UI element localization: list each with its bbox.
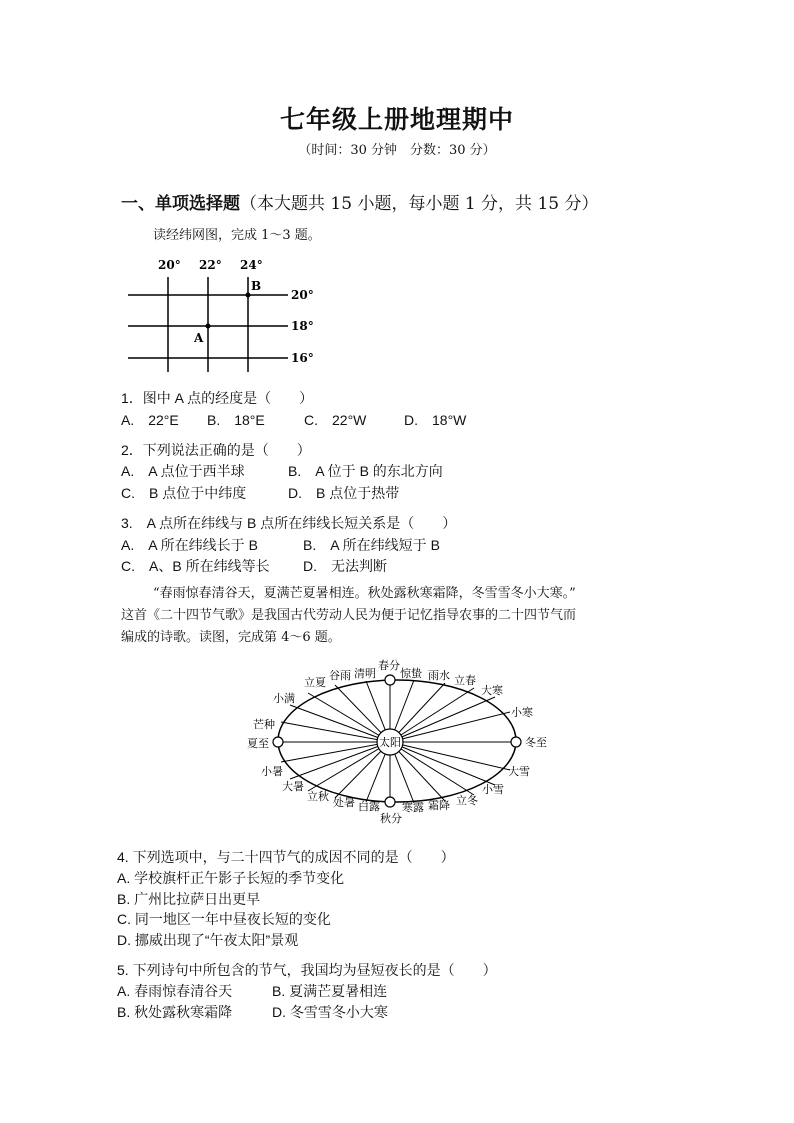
q4-option-a: A. 学校旗杆正午影子长短的季节变化 [117, 870, 345, 886]
q4-option-d: D. 挪威出现了“午夜太阳”景观 [117, 932, 299, 948]
earth-position-spring-equinox [385, 675, 395, 685]
intro-1-3: 读经纬网图，完成 1～3 题。 [153, 228, 321, 243]
question-1-stem: 1．图中 A 点的经度是（ ） [121, 390, 314, 406]
q3-option-b: B. A 所在纬线短于 B [303, 537, 440, 553]
q2-option-b: B. A 位于 B 的东北方向 [288, 463, 443, 479]
passage-line-3: 编成的诗歌。读图，完成第 4～6 题。 [121, 630, 341, 645]
sun-label: 太阳 [379, 736, 401, 749]
q1-option-b: B. 18°E [207, 412, 265, 428]
longitude-label: 20° [158, 258, 181, 272]
term-label-lichun: 立春 [454, 674, 476, 687]
term-label-qingming: 清明 [354, 667, 376, 680]
term-label-dahan: 大寒 [481, 684, 503, 697]
q1-option-a: A. 22°E [121, 412, 179, 428]
solar-terms-orbit-figure [240, 652, 560, 832]
term-label-chunfen: 春分 [378, 659, 400, 672]
q2-option-c: C. B 点位于中纬度 [121, 485, 247, 501]
page-title: 七年级上册地理期中 [279, 105, 514, 134]
term-label-shuangjiang: 霜降 [428, 799, 450, 812]
latitude-label: 18° [291, 319, 314, 333]
term-label-chushu: 处暑 [333, 796, 355, 809]
earth-position-summer-solstice [273, 737, 283, 747]
term-label-mangzhong: 芒种 [253, 718, 275, 731]
q5-option-c: B. 秋处露秋寒霜降 [117, 1004, 233, 1020]
term-label-xiaoshu: 小暑 [261, 765, 283, 778]
term-label-xiaoxue: 小雪 [482, 783, 504, 796]
passage-line-1: “春雨惊春清谷天，夏满芒夏暑相连。秋处露秋寒霜降，冬雪雪冬小大寒。” [153, 586, 576, 601]
earth-position-autumn-equinox [385, 797, 395, 807]
term-label-daxue: 大雪 [508, 765, 530, 778]
question-5-stem: 5. 下列诗句中所包含的节气，我国均为昼短夜长的是（ ） [117, 962, 497, 978]
lat-long-grid-figure [118, 252, 328, 382]
section-note: （本大题共 15 小题，每小题 1 分，共 15 分） [240, 194, 599, 214]
latitude-label: 20° [291, 288, 314, 302]
point-b-marker [246, 293, 251, 298]
earth-position-winter-solstice [511, 737, 521, 747]
term-label-jingzhe: 惊蛰 [400, 667, 422, 680]
q5-option-b: B. 夏满芒夏暑相连 [272, 983, 388, 999]
q3-option-c: C. A、B 所在纬线等长 [121, 558, 270, 574]
term-label-yushui: 雨水 [428, 669, 450, 682]
section-label: 一、单项选择题 [121, 194, 240, 214]
q3-option-d: D. 无法判断 [303, 558, 387, 574]
q4-option-b: B. 广州比拉萨日出更早 [117, 891, 261, 907]
section-heading [121, 189, 599, 214]
term-label-liqiu: 立秋 [307, 790, 329, 803]
q2-option-a: A. A 点位于西半球 [121, 463, 245, 479]
q5-option-d: D. 冬雪雪冬小大寒 [272, 1004, 388, 1020]
q5-option-a: A. 春雨惊春清谷天 [117, 983, 233, 999]
q4-option-c: C. 同一地区一年中昼夜长短的变化 [117, 911, 331, 927]
longitude-label: 24° [240, 258, 263, 272]
exam-info: （时间：30 分钟 分数：30 分） [298, 143, 496, 158]
term-label-lidong: 立冬 [456, 794, 478, 807]
question-2-stem: 2．下列说法正确的是（ ） [121, 442, 311, 458]
term-label-bailu: 白露 [358, 800, 380, 813]
term-label-xiazhi: 夏至 [247, 737, 269, 750]
term-label-xiaoman: 小满 [273, 692, 295, 705]
point-a-label: A [194, 331, 204, 345]
longitude-label: 22° [199, 258, 222, 272]
term-label-xiaohan: 小寒 [511, 706, 533, 719]
latitude-label: 16° [291, 351, 314, 365]
q1-option-d: D. 18°W [404, 412, 467, 428]
term-label-qiufen: 秋分 [380, 812, 402, 825]
term-label-guyu: 谷雨 [329, 669, 351, 682]
term-label-hanlu: 寒露 [402, 801, 424, 814]
question-4-stem: 4. 下列选项中，与二十四节气的成因不同的是（ ） [117, 849, 455, 865]
point-a-marker [206, 324, 211, 329]
q2-option-d: D. B 点位于热带 [288, 485, 400, 501]
term-label-lixia: 立夏 [304, 676, 326, 689]
question-3-stem: 3. A 点所在纬线与 B 点所在纬线长短关系是（ ） [121, 515, 457, 531]
term-label-dashu: 大暑 [282, 780, 304, 793]
q1-option-c: C. 22°W [304, 412, 367, 428]
passage-line-2: 这首《二十四节气歌》是我国古代劳动人民为便于记忆指导农事的二十四节气而 [121, 608, 577, 623]
point-b-label: B [251, 279, 262, 293]
q3-option-a: A. A 所在纬线长于 B [121, 537, 258, 553]
term-label-dongzhi: 冬至 [525, 736, 547, 749]
